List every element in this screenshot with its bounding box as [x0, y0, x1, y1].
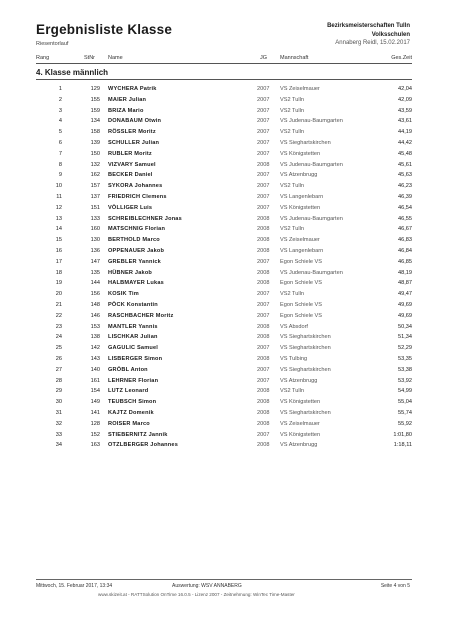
name-cell: RASCHBACHER Moritz	[108, 312, 174, 319]
name-cell: OPPENAUER Jakob	[108, 247, 165, 254]
name-cell: VIZVARY Samuel	[108, 161, 156, 168]
bib-cell: 146	[90, 312, 100, 319]
event-info	[327, 22, 410, 48]
table-row	[36, 386, 412, 397]
table-row	[36, 343, 412, 354]
table-row	[36, 430, 412, 441]
time-cell: 46,67	[398, 226, 412, 233]
year-cell: 2007	[257, 129, 270, 136]
team-cell: VS Judenau-Baumgarten	[280, 215, 343, 222]
table-row	[36, 376, 412, 387]
name-cell: GAGULIC Samuel	[108, 345, 159, 352]
rank-cell: 26	[55, 355, 62, 362]
rank-cell: 15	[55, 237, 62, 244]
table-row	[36, 224, 412, 235]
rank-cell: 34	[55, 442, 62, 449]
time-cell: 45,48	[398, 150, 412, 157]
team-cell: VS Zeiselmauer	[280, 420, 320, 427]
rank-cell: 18	[55, 269, 62, 276]
year-cell: 2008	[257, 280, 270, 287]
bib-cell: 148	[90, 301, 100, 308]
footer-date: Mittwoch, 15. Februar 2017, 13:34	[36, 583, 113, 589]
rank-cell: 9	[58, 172, 62, 179]
team-cell: VS Sieghartskirchen	[280, 334, 331, 341]
year-cell: 2008	[257, 323, 270, 330]
col-year: JG	[260, 55, 268, 61]
rank-cell: 4	[58, 118, 62, 125]
name-cell: FRIEDRICH Clemens	[108, 193, 167, 200]
bib-cell: 139	[90, 139, 100, 146]
table-row	[36, 322, 412, 333]
year-cell: 2008	[257, 334, 270, 341]
event-venue-date: Annaberg Reidl, 15.02.2017	[335, 40, 410, 46]
year-cell: 2008	[257, 215, 270, 222]
year-cell: 2007	[257, 366, 270, 373]
name-cell: RUBLER Moritz	[108, 150, 152, 157]
year-cell: 2008	[257, 399, 270, 406]
rank-cell: 30	[55, 399, 62, 406]
results-table	[36, 84, 412, 451]
bib-cell: 135	[90, 269, 100, 276]
discipline-label: Riesentorlauf	[36, 41, 69, 47]
year-cell: 2007	[257, 377, 270, 384]
time-cell: 46,85	[398, 258, 412, 265]
footer-software: www.skizeit.at - RATTSolution OnTime 16.0.5 - Lizenz 2007 - Zeitnehmung: WinTec Time-Master	[98, 592, 295, 597]
table-row	[36, 106, 412, 117]
col-bib: StNr	[84, 55, 95, 61]
table-row	[36, 160, 412, 171]
year-cell: 2007	[257, 86, 270, 92]
year-cell: 2008	[257, 161, 270, 168]
name-cell: GRÖBL Anton	[108, 366, 148, 373]
table-row	[36, 300, 412, 311]
team-cell: VS Absdorf	[280, 323, 308, 330]
rank-cell: 6	[58, 139, 62, 146]
table-row	[36, 311, 412, 322]
table-row	[36, 235, 412, 246]
name-cell: SYKORA Johannes	[108, 183, 163, 190]
name-cell: STIEBERNITZ Jannik	[108, 431, 168, 438]
time-cell: 53,38	[398, 366, 412, 373]
name-cell: DONABAUM Otwin	[108, 118, 162, 125]
team-cell: VS Atzenbrugg	[280, 377, 318, 384]
team-cell: Egon Schiele VS	[280, 280, 322, 287]
time-cell: 48,19	[398, 269, 412, 276]
table-row	[36, 149, 412, 160]
rank-cell: 29	[55, 388, 62, 395]
rank-cell: 16	[55, 247, 62, 254]
team-cell: VS2 Tulln	[280, 226, 304, 233]
table-row	[36, 170, 412, 181]
name-cell: LISCHKAR Julian	[108, 334, 158, 341]
bib-cell: 155	[90, 96, 100, 103]
team-cell: VS Atzenbrugg	[280, 442, 318, 449]
team-cell: VS2 Tulln	[280, 183, 304, 190]
team-cell: VS Königstetten	[280, 431, 321, 438]
col-team: Mannschaft	[280, 55, 309, 61]
name-cell: KOSIK Tim	[108, 291, 139, 298]
name-cell: TEUBSCH Simon	[108, 399, 157, 406]
rank-cell: 19	[55, 280, 62, 287]
table-row	[36, 408, 412, 419]
bib-cell: 158	[90, 129, 100, 136]
bib-cell: 142	[90, 345, 100, 352]
col-time: Ges.Zeit	[391, 55, 412, 61]
rank-cell: 17	[55, 258, 62, 265]
bib-cell: 134	[90, 118, 100, 125]
table-row	[36, 192, 412, 203]
bib-cell: 136	[90, 247, 100, 254]
bib-cell: 151	[90, 204, 100, 211]
table-row	[36, 278, 412, 289]
table-row	[36, 84, 412, 95]
bib-cell: 128	[90, 420, 100, 427]
time-cell: 44,42	[398, 139, 412, 146]
team-cell: VS Judenau-Baumgarten	[280, 161, 343, 168]
time-cell: 49,69	[398, 301, 412, 308]
year-cell: 2007	[257, 96, 270, 103]
bib-cell: 147	[90, 258, 100, 265]
bib-cell: 138	[90, 334, 100, 341]
event-name: Bezirksmeisterschaften Tulln	[327, 23, 410, 29]
rank-cell: 14	[55, 226, 62, 233]
bib-cell: 141	[90, 409, 100, 416]
year-cell: 2007	[257, 150, 270, 157]
bib-cell: 129	[90, 86, 100, 92]
time-cell: 53,35	[398, 355, 412, 362]
footer-divider	[36, 579, 412, 580]
team-cell: VS Langenlebarn	[280, 193, 324, 200]
team-cell: VS Zeiselmauer	[280, 237, 320, 244]
time-cell: 46,54	[398, 204, 412, 211]
team-cell: VS Sieghartskirchen	[280, 366, 331, 373]
table-row	[36, 203, 412, 214]
team-cell: Egon Schiele VS	[280, 258, 322, 265]
table-row	[36, 246, 412, 257]
event-category: Volksschulen	[371, 31, 410, 38]
year-cell: 2008	[257, 247, 270, 254]
team-cell: VS Zeiselmauer	[280, 86, 320, 92]
year-cell: 2008	[257, 355, 270, 362]
bib-cell: 157	[90, 183, 100, 190]
year-cell: 2008	[257, 388, 270, 395]
name-cell: WYCHERA Patrik	[108, 86, 157, 92]
table-row	[36, 440, 412, 451]
year-cell: 2008	[257, 409, 270, 416]
team-cell: VS Königstetten	[280, 204, 321, 211]
time-cell: 48,87	[398, 280, 412, 287]
table-row	[36, 138, 412, 149]
bib-cell: 153	[90, 323, 100, 330]
section-divider	[36, 79, 412, 80]
team-cell: VS Königstetten	[280, 399, 321, 406]
bib-cell: 152	[90, 431, 100, 438]
time-cell: 42,04	[398, 86, 412, 92]
team-cell: VS Judenau-Baumgarten	[280, 118, 343, 125]
name-cell: PÖCK Konstantin	[108, 301, 158, 308]
time-cell: 55,04	[398, 399, 412, 406]
rank-cell: 13	[55, 215, 62, 222]
table-row	[36, 354, 412, 365]
name-cell: BERTHOLD Marco	[108, 237, 160, 244]
name-cell: HÜBNER Jakob	[108, 269, 153, 276]
year-cell: 2007	[257, 193, 270, 200]
team-cell: VS Atzenbrugg	[280, 172, 318, 179]
time-cell: 53,92	[398, 377, 412, 384]
bib-cell: 160	[90, 226, 100, 233]
table-row	[36, 332, 412, 343]
team-cell: Egon Schiele VS	[280, 301, 322, 308]
col-rank: Rang	[36, 55, 50, 61]
bib-cell: 132	[90, 161, 100, 168]
name-cell: HALBMAYER Lukas	[108, 280, 164, 287]
team-cell: VS2 Tulln	[280, 96, 304, 103]
team-cell: VS2 Tulln	[280, 129, 304, 136]
team-cell: VS2 Tulln	[280, 291, 304, 298]
bib-cell: 130	[90, 237, 100, 244]
header-divider	[36, 63, 412, 64]
year-cell: 2007	[257, 301, 270, 308]
bib-cell: 159	[90, 107, 100, 114]
rank-cell: 5	[58, 129, 62, 136]
bib-cell: 137	[90, 193, 100, 200]
year-cell: 2007	[257, 118, 270, 125]
name-cell: BECKER Daniel	[108, 172, 153, 179]
table-row	[36, 214, 412, 225]
rank-cell: 25	[55, 345, 62, 352]
name-cell: LISBERGER Simon	[108, 355, 163, 362]
rank-cell: 7	[58, 150, 62, 157]
time-cell: 1:18,11	[393, 442, 412, 449]
year-cell: 2007	[257, 183, 270, 190]
name-cell: BRIZA Mario	[108, 107, 144, 114]
rank-cell: 33	[55, 431, 62, 438]
time-cell: 49,47	[398, 291, 412, 298]
year-cell: 2008	[257, 269, 270, 276]
rank-cell: 8	[58, 161, 62, 168]
team-cell: VS Judenau-Baumgarten	[280, 269, 343, 276]
team-cell: VS Sieghartskirchen	[280, 139, 331, 146]
section-title: 4. Klasse männlich	[36, 68, 109, 77]
bib-cell: 144	[90, 280, 100, 287]
name-cell: MANTLER Yannis	[108, 323, 158, 330]
rank-cell: 20	[55, 291, 62, 298]
team-cell: Egon Schiele VS	[280, 312, 322, 319]
time-cell: 51,34	[398, 334, 412, 341]
year-cell: 2007	[257, 258, 270, 265]
rank-cell: 31	[55, 409, 62, 416]
rank-cell: 2	[58, 96, 62, 103]
table-row	[36, 95, 412, 106]
table-row	[36, 365, 412, 376]
bib-cell: 161	[90, 377, 100, 384]
year-cell: 2007	[257, 345, 270, 352]
year-cell: 2008	[257, 226, 270, 233]
team-cell: VS Sieghartskirchen	[280, 409, 331, 416]
name-cell: SCHREIBLECHNER Jonas	[108, 215, 182, 222]
time-cell: 46,39	[398, 193, 412, 200]
bib-cell: 149	[90, 399, 100, 406]
time-cell: 45,61	[398, 161, 412, 168]
team-cell: VS Tulbing	[280, 355, 308, 362]
table-row	[36, 257, 412, 268]
time-cell: 45,63	[398, 172, 412, 179]
year-cell: 2007	[257, 139, 270, 146]
rank-cell: 22	[55, 312, 62, 319]
time-cell: 46,23	[398, 183, 412, 190]
bib-cell: 133	[90, 215, 100, 222]
rank-cell: 11	[56, 193, 62, 200]
table-row	[36, 397, 412, 408]
footer-evaluation: Auswertung: WSV ANNABERG	[172, 583, 242, 589]
table-row	[36, 268, 412, 279]
year-cell: 2007	[257, 204, 270, 211]
year-cell: 2008	[257, 420, 270, 427]
bib-cell: 162	[90, 172, 100, 179]
year-cell: 2007	[257, 431, 270, 438]
rank-cell: 27	[55, 366, 62, 373]
time-cell: 49,69	[398, 312, 412, 319]
table-row	[36, 181, 412, 192]
name-cell: MATSCHNIG Florian	[108, 226, 166, 233]
rank-cell: 24	[55, 334, 62, 341]
rank-cell: 10	[55, 183, 62, 190]
name-cell: MAIER Julian	[108, 96, 147, 103]
page-title: Ergebnisliste Klasse	[36, 22, 173, 37]
time-cell: 43,59	[398, 107, 412, 114]
time-cell: 1:01,80	[393, 431, 412, 438]
rank-cell: 32	[55, 420, 62, 427]
rank-cell: 3	[58, 107, 62, 114]
time-cell: 55,74	[398, 409, 412, 416]
team-cell: VS Langenlebarn	[280, 247, 324, 254]
table-row	[36, 116, 412, 127]
column-headers	[36, 55, 412, 63]
year-cell: 2008	[257, 237, 270, 244]
time-cell: 55,92	[398, 420, 412, 427]
year-cell: 2008	[257, 442, 270, 449]
bib-cell: 156	[90, 291, 100, 298]
table-row	[36, 419, 412, 430]
rank-cell: 23	[55, 323, 62, 330]
name-cell: LUTZ Leonard	[108, 388, 149, 395]
name-cell: ROISER Marco	[108, 420, 150, 427]
rank-cell: 12	[55, 204, 62, 211]
year-cell: 2007	[257, 291, 270, 298]
name-cell: OTZLBERGER Johannes	[108, 442, 178, 449]
bib-cell: 163	[90, 442, 100, 449]
rank-cell: 1	[58, 86, 62, 92]
name-cell: GREBLER Yannick	[108, 258, 161, 265]
name-cell: KAJTZ Domenik	[108, 409, 154, 416]
year-cell: 2007	[257, 312, 270, 319]
team-cell: VS2 Tulln	[280, 107, 304, 114]
bib-cell: 150	[90, 150, 100, 157]
table-row	[36, 127, 412, 138]
name-cell: LEHRNER Florian	[108, 377, 159, 384]
name-cell: VÖLLIGER Luis	[108, 204, 153, 211]
name-cell: RÖSSLER Moritz	[108, 129, 156, 136]
time-cell: 46,84	[398, 247, 412, 254]
bib-cell: 154	[90, 388, 100, 395]
time-cell: 44,19	[398, 129, 412, 136]
time-cell: 52,29	[398, 345, 412, 352]
team-cell: VS2 Tulln	[280, 388, 304, 395]
time-cell: 46,55	[398, 215, 412, 222]
year-cell: 2007	[257, 172, 270, 179]
bib-cell: 140	[90, 366, 100, 373]
time-cell: 50,34	[398, 323, 412, 330]
bib-cell: 143	[90, 355, 100, 362]
col-name: Name	[108, 55, 123, 61]
name-cell: SCHULLER Julian	[108, 139, 160, 146]
team-cell: VS Sieghartskirchen	[280, 345, 331, 352]
footer-page-number: Seite 4 von 5	[380, 583, 410, 589]
team-cell: VS Königstetten	[280, 150, 321, 157]
table-row	[36, 289, 412, 300]
rank-cell: 28	[55, 377, 62, 384]
time-cell: 54,99	[398, 388, 412, 395]
time-cell: 46,83	[398, 237, 412, 244]
time-cell: 43,61	[398, 118, 412, 125]
time-cell: 42,09	[398, 96, 412, 103]
rank-cell: 21	[55, 301, 62, 308]
year-cell: 2007	[257, 107, 270, 114]
